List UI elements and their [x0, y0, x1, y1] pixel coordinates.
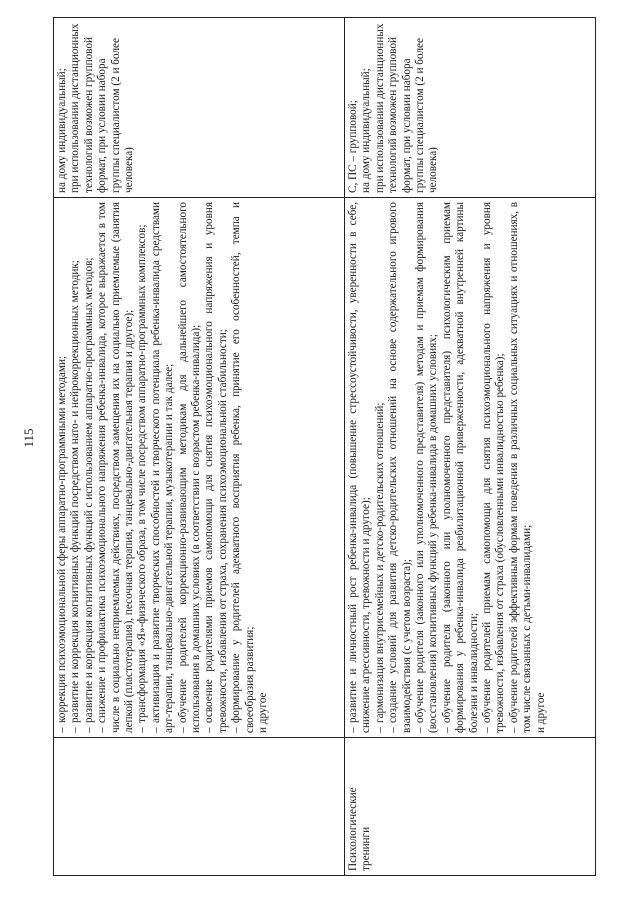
list-item: –развитие и личностный рост ребенка-инвалида (повышение стрессоустойчивости, уверенности в себе, снижение агрессивности, тревожности и другое); [347, 202, 373, 733]
list-item: –обучение родителя (законного или уполномоченного представителя) психологическим приемам формирования у ребенка-инвалида реабилитационной приверженности, адекватной внутренней картины болезни и инвалидности; [440, 202, 480, 733]
section-cell [54, 738, 345, 876]
list-item: –освоение родителями приемов самопомощи для снятия психоэмоционального напряжения и уровня тревожности, избавления от страха, сохранения психоэмоциональной стабильности; [203, 202, 229, 733]
rotated-table-page [53, 18, 591, 876]
list-item: и другое [257, 692, 270, 733]
list-item: –создание условий для развития детско-родительских отношений на основе содержательного игрового взаимодействия (с учетом возраста); [387, 202, 413, 733]
list-item: –обучение родителей приемам самопомощи для снятия психоэмоционального напряжения и уровня тревожности, избавления от страха (обусловленными инвалидностью ребенка); [481, 202, 507, 733]
list-item: –формирование у родителей адекватного восприятия ребенка, принятие его особенностей, темпа и своеобразия развития; [230, 202, 256, 733]
list-item: –развитие и коррекция когнитивных функций с использованием аппаратно-программных методов; [82, 257, 95, 733]
format-cell [345, 18, 596, 198]
content-cell [345, 198, 596, 738]
item-list [347, 202, 548, 733]
list-item: и другое [534, 692, 547, 733]
format-cell [54, 18, 345, 198]
section-cell [345, 738, 596, 876]
table-row [345, 18, 596, 876]
item-list [56, 202, 271, 733]
list-item: –коррекция психоэмоциональной сферы аппаратно-программными методами; [56, 355, 68, 733]
list-item: –активизация и развитие творческих способностей и творческого потенциала ребенка-инвалида средствами арт-терапии, танцевально-двигательной терапии, музыкотерапии и так далее; [149, 202, 176, 733]
format-text: на дому индивидуальный; при использовании дистанционных технологий возможен групповой формат, при условии набора группы специалистом (2 и более человека) [56, 23, 136, 193]
content-cell [54, 198, 345, 738]
list-item: –обучение родителей коррекционно-развивающим методикам для дальнейшего самостоятельного использования в домашних условиях (в соответствии с возрастом ребенка-инвалида); [176, 202, 203, 733]
list-item: –развитие и коррекция когнитивных функций посредством нато- и нейрокоррекционных методик; [69, 260, 82, 733]
list-item: –трансформация «Я»-физического образа, в том числе посредством аппаратно-программных комплексов; [136, 224, 149, 733]
list-item: –снижение и профилактика психоэмоционального напряжения ребенка-инвалида, которое выражается в том числе в социально неприемлемых действиях, посредством замещения их на социально приемлемые (занятия лепкой (пластотерапия), песочная терапия, танцевально-двигательная терапия и другое); [96, 202, 136, 733]
list-item: –обучение родителя (законного или уполномоченного представителя) методам и приемам формирования (восстановления) когнитивных функций у ребенка-инвалида в домашних условиях; [414, 202, 440, 733]
services-table [53, 17, 596, 876]
list-item: –обучение родителей эффективным формам поведения в различных социальных ситуациях и отношениях, в том числе связанных с детьми-инвалидами; [507, 202, 534, 733]
section-title: Психологические тренинги [347, 787, 373, 871]
page-number: 115 [21, 428, 36, 448]
table-row [54, 18, 345, 876]
format-text: С, ПС – групповой; на дому индивидуальный; при использовании дистанционных технологий возможен групповой формат, при условии набора группы специалистом (2 и более человека) [347, 23, 440, 193]
list-item: –гармонизация внутрисемейных и детско-родительских отношений; [373, 402, 386, 733]
